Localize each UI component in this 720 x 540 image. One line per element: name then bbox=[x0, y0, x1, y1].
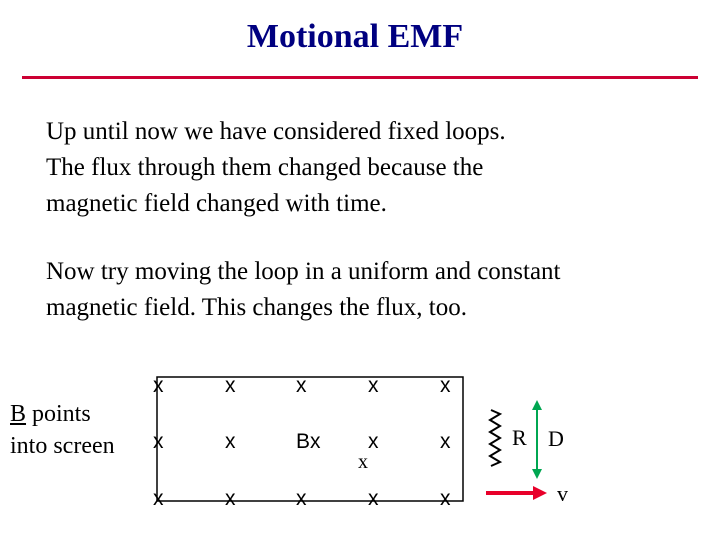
paragraph-line: magnetic field changed with time. bbox=[46, 190, 387, 217]
field-x-mark: x bbox=[225, 430, 236, 453]
resistor-label: R bbox=[512, 425, 527, 450]
field-x-mark: x bbox=[225, 487, 236, 510]
field-x-mark: x bbox=[153, 487, 164, 510]
field-x-mark: x bbox=[153, 430, 164, 453]
field-x-mark: x bbox=[368, 487, 379, 510]
field-x-mark: x bbox=[440, 430, 451, 453]
center-field-label bbox=[296, 431, 321, 453]
field-x-mark: x bbox=[153, 374, 164, 397]
field-x-mark: x bbox=[225, 374, 236, 397]
distance-arrow-head-down bbox=[532, 469, 542, 479]
paragraph-line: Now try moving the loop in a uniform and constant bbox=[46, 258, 561, 285]
field-x-mark: x bbox=[368, 374, 379, 397]
field-symbol: B bbox=[296, 430, 311, 453]
paragraph-line: magnetic field. This changes the flux, too. bbox=[46, 294, 467, 321]
field-x-mark: x bbox=[440, 487, 451, 510]
distance-label: D bbox=[548, 426, 564, 451]
rod-x-mark: x bbox=[358, 451, 368, 473]
velocity-arrow-head bbox=[533, 486, 547, 500]
slide-title: Motional EMF bbox=[246, 18, 464, 55]
distance-arrow-head-up bbox=[532, 400, 542, 410]
field-x-mark: x bbox=[310, 430, 321, 453]
velocity-label: v bbox=[557, 481, 568, 506]
field-x-mark: x bbox=[440, 374, 451, 397]
field-x-mark: x bbox=[368, 430, 379, 453]
field-label-text: into screen bbox=[10, 433, 115, 459]
resistor-symbol bbox=[490, 410, 500, 466]
paragraph-line: The flux through them changed because the bbox=[46, 154, 484, 181]
field-label-text: points bbox=[26, 401, 91, 427]
field-symbol: B bbox=[10, 401, 27, 427]
field-x-mark: x bbox=[296, 374, 307, 397]
field-x-mark: x bbox=[296, 487, 307, 510]
paragraph-line: Up until now we have considered fixed loops. bbox=[46, 118, 506, 145]
